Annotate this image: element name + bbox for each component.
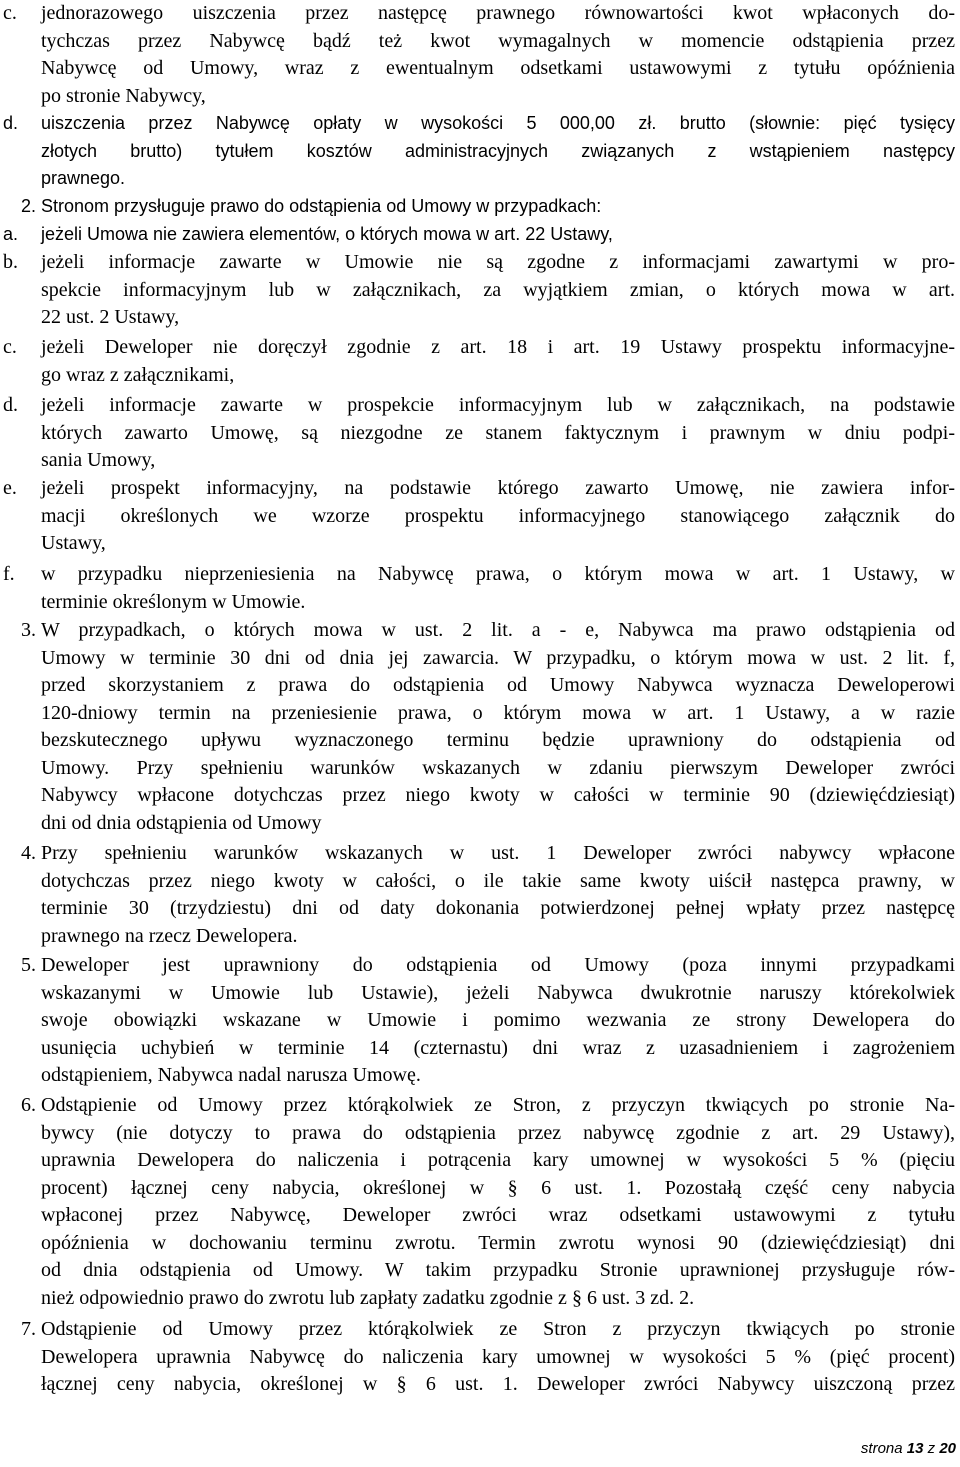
text-line: 120-dniowy termin na przeniesienie prawa, o którym mowa w art. 1 Ustawy, a w razie bbox=[41, 701, 955, 724]
list-marker: 7. bbox=[21, 1318, 36, 1340]
text-line: w przypadku nieprzeniesienia na Nabywcę prawa, o którym mowa w art. 1 Ustawy, w bbox=[41, 563, 955, 585]
text-line: jeżeli prospekt informacyjny, na podstawie którego zawarto Umowę, nie zawiera infor- bbox=[41, 477, 955, 499]
text-line: terminie 30 (trzydziestu) dni od daty dokonania potwierdzonej pełnej wpłaty przez następcę bbox=[41, 897, 955, 919]
text-line: go wraz z załącznikami, bbox=[41, 363, 235, 386]
text-line: jeżeli informacje zawarte w Umowie nie są zgodne z informacjami zawartymi w pro- bbox=[41, 251, 955, 273]
text-line: Ustawy, bbox=[41, 532, 106, 554]
text-line: Nabywcę od Umowy, wraz z ewentualnym odsetkami ustawowymi z tytułu opóźnienia bbox=[41, 57, 955, 79]
paragraph-block bbox=[0, 110, 960, 193]
list-marker: 3. bbox=[21, 619, 36, 641]
text-line: Deweloper jest uprawniony do odstąpienia od Umowy (poza innymi przypadkami bbox=[41, 954, 955, 976]
paragraph-block bbox=[0, 840, 960, 950]
list-marker: d. bbox=[3, 394, 18, 416]
list-subitem bbox=[0, 110, 960, 193]
text-line: Nabywcy wpłacone dotychczas przez niego kwoty w całości w terminie 90 (dziewięćdziesiąt) bbox=[41, 784, 955, 806]
list-item bbox=[0, 1092, 960, 1312]
list-subitem bbox=[0, 221, 960, 249]
paragraph-block bbox=[0, 392, 960, 475]
paragraph-block bbox=[0, 952, 960, 1090]
text-line: nież odpowiednio prawo do zwrotu lub zapłaty zadatku zgodnie z § 6 ust. 3 zd. 2. bbox=[41, 1286, 695, 1309]
text-line: Stronom przysługuje prawo do odstąpienia od Umowy w przypadkach: bbox=[41, 196, 602, 216]
text-line: bywcy (nie dotyczy to prawa do odstąpienia przez nabywcę zgodnie z art. 29 Ustawy), bbox=[41, 1121, 955, 1144]
paragraph-block bbox=[0, 1316, 960, 1399]
text-line: prawnego. bbox=[41, 168, 126, 188]
text-line: jeżeli informacje zawarte w prospekcie informacyjnym lub w załącznikach, na podstawie bbox=[41, 394, 955, 416]
text-line: spekcie informacyjnym lub w załącznikach, za wyjątkiem zmian, o których mowa w art. bbox=[41, 278, 955, 301]
text-line: bezskutecznego upływu wyznaczonego terminu będzie uprawniony do odstąpienia od bbox=[41, 729, 955, 751]
text-line: jeżeli Deweloper nie doręczył zgodnie z art. 18 i art. 19 Ustawy prospektu informacyjne- bbox=[41, 336, 955, 358]
list-marker: b. bbox=[3, 251, 18, 273]
paragraph-block bbox=[0, 221, 960, 249]
list-marker: d. bbox=[3, 113, 19, 133]
list-item bbox=[0, 617, 960, 837]
text-line: po stronie Nabywcy, bbox=[41, 84, 206, 107]
list-subitem bbox=[0, 392, 960, 475]
text-line: procent) łącznej ceny nabycia, określonej w § 6 ust. 1. Pozostałą część ceny nabycia bbox=[41, 1176, 955, 1199]
list-marker: e. bbox=[3, 477, 17, 499]
list-item bbox=[0, 1316, 960, 1399]
list-marker: a. bbox=[3, 224, 19, 244]
text-line: przed skorzystaniem z prawa do odstąpienia od Umowy Nabywca wyznacza Deweloperowi bbox=[41, 674, 955, 696]
list-marker: 2. bbox=[20, 196, 36, 216]
text-line: wpłaconej przez Nabywcę, Deweloper zwróci wraz odsetkami ustawowymi z tytułu bbox=[41, 1204, 955, 1226]
text-line: jeżeli Umowa nie zawiera elementów, o których mowa w art. 22 Ustawy, bbox=[41, 224, 613, 244]
text-line: tychczas przez Nabywcę bądź też kwot wymagalnych w momencie odstąpienia przez bbox=[41, 29, 955, 52]
text-line: Umowy. Przy spełnieniu warunków wskazanych w zdaniu pierwszym Deweloper zwróci bbox=[41, 756, 955, 779]
text-line: opóźnienia w dochowaniu terminu zwrotu. Termin zwrotu wynosi 90 (dziewięćdziesiąt) dni bbox=[41, 1231, 955, 1254]
list-subitem bbox=[0, 0, 960, 110]
text-line: Odstąpienie od Umowy przez którąkolwiek ze Stron z przyczyn tkwiących po stronie bbox=[41, 1318, 955, 1340]
text-line: uprawnia Dewelopera do naliczenia i potrącenia kary umownej w wysokości 5 % (pięciu bbox=[41, 1149, 955, 1171]
paragraph-block bbox=[0, 334, 960, 389]
text-line: wskazanymi w Umowie lub Ustawie), jeżeli Nabywca dwukrotnie naruszy którekolwiek bbox=[41, 981, 955, 1004]
list-subitem bbox=[0, 249, 960, 332]
list-marker: f. bbox=[3, 563, 15, 585]
list-marker: 4. bbox=[21, 842, 36, 864]
text-line: których zawarto Umowę, są niezgodne ze stanem faktycznym i prawnym w dniu podpi- bbox=[41, 421, 955, 444]
text-line: dni od dnia odstąpienia od Umowy bbox=[41, 811, 322, 834]
text-line: jednorazowego uiszczenia przez następcę prawnego równowartości kwot wpłaconych do- bbox=[41, 2, 955, 24]
text-line: terminie określonym w Umowie. bbox=[41, 590, 306, 613]
footer-page-total: 20 bbox=[939, 1440, 956, 1457]
list-marker: c. bbox=[3, 2, 17, 24]
list-item bbox=[0, 952, 960, 1090]
text-line: odstąpieniem, Nabywca nadal narusza Umowę. bbox=[41, 1064, 421, 1086]
text-line: sania Umowy, bbox=[41, 449, 156, 471]
text-line: złotych brutto) tytułem kosztów administracyjnych związanych z wstąpieniem następcy bbox=[41, 140, 955, 161]
text-line: uiszczenia przez Nabywcę opłaty w wysokości 5 000,00 zł. brutto (słownie: pięć tysięcy bbox=[41, 113, 955, 133]
text-line: Dewelopera uprawnia Nabywcę do naliczenia kary umownej w wysokości 5 % (pięć procent) bbox=[41, 1345, 955, 1368]
text-line: usunięcia uchybień w terminie 14 (czternastu) dni wraz z uzasadnieniem i zagrożeniem bbox=[41, 1036, 955, 1059]
footer-separator: z bbox=[927, 1440, 936, 1457]
text-line: 22 ust. 2 Ustawy, bbox=[41, 306, 180, 328]
list-subitem bbox=[0, 561, 960, 616]
text-line: swoje obowiązki wskazane w Umowie i pomimo wezwania ze strony Dewelopera do bbox=[41, 1009, 955, 1031]
text-line: macji określonych we wzorze prospektu informacyjnego stanowiącego załącznik do bbox=[41, 504, 955, 527]
list-subitem bbox=[0, 334, 960, 389]
text-line: dotychczas przez niego kwoty w całości, o ile takie same kwoty uiścił następca prawny, w bbox=[41, 869, 955, 892]
list-marker: c. bbox=[3, 336, 17, 358]
paragraph-block bbox=[0, 0, 960, 110]
list-item bbox=[0, 840, 960, 950]
list-marker: 6. bbox=[21, 1094, 36, 1116]
text-line: łącznej ceny nabycia, określonej w § 6 ust. 1. Deweloper zwróci Nabywcy uiszczoną przez bbox=[41, 1373, 955, 1395]
text-line: prawnego na rzecz Dewelopera. bbox=[41, 924, 298, 947]
paragraph-block bbox=[0, 193, 960, 221]
list-item bbox=[0, 193, 960, 221]
list-subitem bbox=[0, 475, 960, 558]
paragraph-block bbox=[0, 249, 960, 332]
text-line: W przypadkach, o których mowa w ust. 2 lit. a - e, Nabywca ma prawo odstąpienia od bbox=[41, 619, 955, 641]
paragraph-block bbox=[0, 475, 960, 558]
text-line: Przy spełnieniu warunków wskazanych w ust. 1 Deweloper zwróci nabywcy wpłacone bbox=[41, 842, 955, 864]
footer-prefix: strona bbox=[860, 1440, 903, 1457]
footer-page-number: 13 bbox=[906, 1440, 924, 1457]
text-line: od dnia odstąpienia od Umowy. W takim przypadku Stronie uprawnionej przysługuje rów- bbox=[41, 1259, 955, 1281]
paragraph-block bbox=[0, 617, 960, 837]
page-footer bbox=[861, 1440, 956, 1458]
paragraph-block bbox=[0, 1092, 960, 1312]
text-line: Umowy w terminie 30 dni od dnia jej zawarcia. W przypadku, o którym mowa w ust. 2 lit. f, bbox=[41, 646, 955, 669]
text-line: Odstąpienie od Umowy przez którąkolwiek ze Stron, z przyczyn tkwiących po stronie Na- bbox=[41, 1094, 955, 1116]
list-marker: 5. bbox=[21, 954, 36, 976]
paragraph-block bbox=[0, 561, 960, 616]
